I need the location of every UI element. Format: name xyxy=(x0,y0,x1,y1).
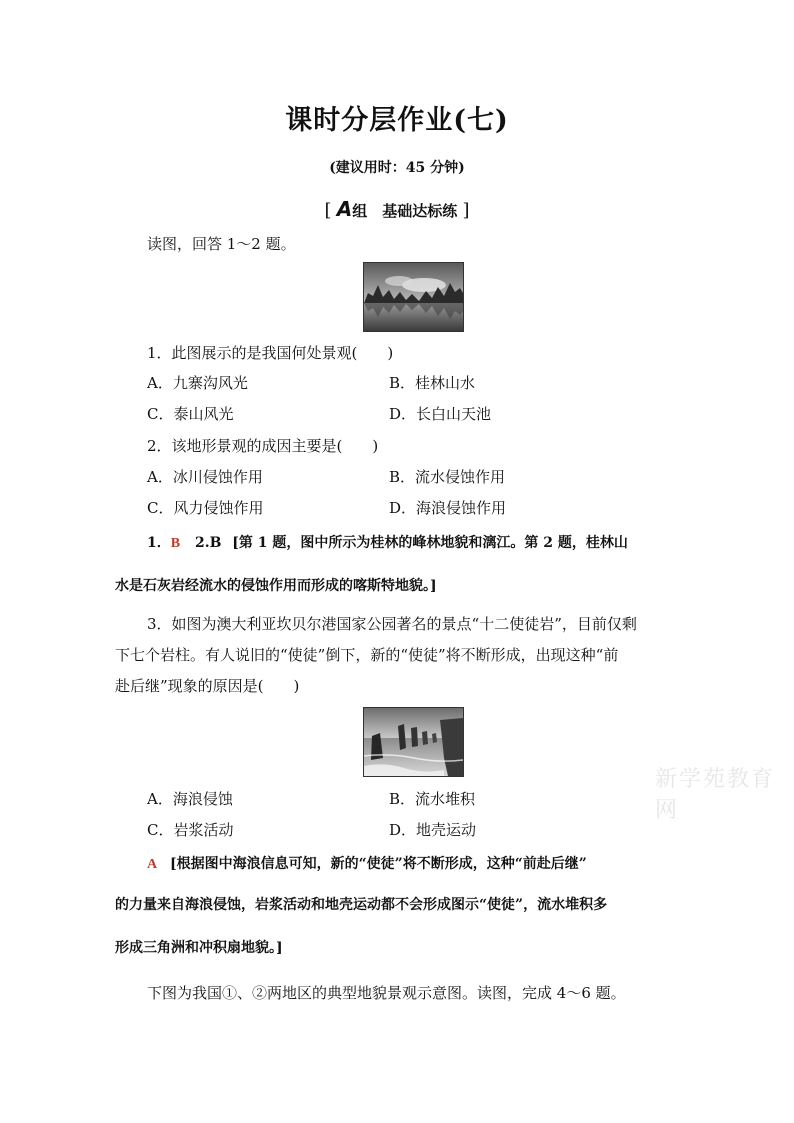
question-1-option-c: C．泰山风光 xyxy=(147,405,234,423)
question-1-option-b: B．桂林山水 xyxy=(389,374,476,392)
watermark: 新学苑教育网 xyxy=(655,767,776,823)
question-2-stem: 2．该地形景观的成因主要是( ) xyxy=(147,437,379,455)
answer-1-2-line-1 xyxy=(147,532,628,552)
answer-1-2-explain-1: [第 1 题，图中所示为桂林的峰林地貌和漓江。第 2 题，桂林山 xyxy=(232,535,628,551)
page-title: 课时分层作业(七) xyxy=(285,105,509,136)
intro-questions-1-2: 读图，回答 1～2 题。 xyxy=(147,235,296,253)
answer-1-number: 1． xyxy=(147,535,171,551)
answer-3-explain-3: 形成三角洲和冲积扇地貌。] xyxy=(115,940,283,956)
twelve-apostles-photo xyxy=(363,707,464,777)
group-label: 组 基础达标练 xyxy=(352,202,458,220)
suggested-time: (建议用时：45 分钟) xyxy=(329,160,465,176)
question-1-stem: 1．此图展示的是我国何处景观( ) xyxy=(147,344,394,362)
answer-1-letter: B xyxy=(170,536,181,551)
question-2-option-c: C．风力侵蚀作用 xyxy=(147,499,264,517)
group-heading xyxy=(0,197,794,221)
question-3-option-d: D．地壳运动 xyxy=(389,821,477,839)
answer-3-explain-1: [根据图中海浪信息可知，新的“使徒”将不断形成，这种“前赴后继” xyxy=(170,856,587,872)
question-3-option-b: B．流水堆积 xyxy=(389,790,476,808)
question-2-option-d: D．海浪侵蚀作用 xyxy=(389,499,507,517)
question-2-option-a: A．冰川侵蚀作用 xyxy=(147,468,263,486)
answer-3-line-1 xyxy=(147,853,587,873)
question-2-option-b: B．流水侵蚀作用 xyxy=(389,468,506,486)
question-3-option-c: C．岩浆活动 xyxy=(147,821,234,839)
answer-2: 2.B xyxy=(194,535,222,551)
intro-questions-4-6: 下图为我国①、②两地区的典型地貌景观示意图。读图，完成 4～6 题。 xyxy=(147,984,626,1002)
question-3-line-1: 3．如图为澳大利亚坎贝尔港国家公园著名的景点“十二使徒岩”，目前仅剩 xyxy=(147,615,637,633)
question-3-option-a: A．海浪侵蚀 xyxy=(147,790,233,808)
question-1-option-d: D．长白山天池 xyxy=(389,405,492,423)
answer-3-explain-2: 的力量来自海浪侵蚀，岩浆活动和地壳运动都不会形成图示“使徒”，流水堆积多 xyxy=(115,897,608,913)
question-1-option-a: A．九寨沟风光 xyxy=(147,374,248,392)
question-3-line-3: 赴后继”现象的原因是( ) xyxy=(115,677,300,695)
question-3-line-2: 下七个岩柱。有人说旧的“使徒”倒下，新的“使徒”将不断形成，出现这种“前 xyxy=(115,646,619,664)
answer-3-letter: A xyxy=(147,857,158,872)
group-letter: A xyxy=(336,197,353,221)
group-bracket-close: ] xyxy=(462,200,470,221)
guilin-landscape-photo xyxy=(363,262,464,332)
answer-1-2-explain-2: 水是石灰岩经流水的侵蚀作用而形成的喀斯特地貌。] xyxy=(115,578,437,594)
group-bracket-open: [ xyxy=(324,200,332,221)
